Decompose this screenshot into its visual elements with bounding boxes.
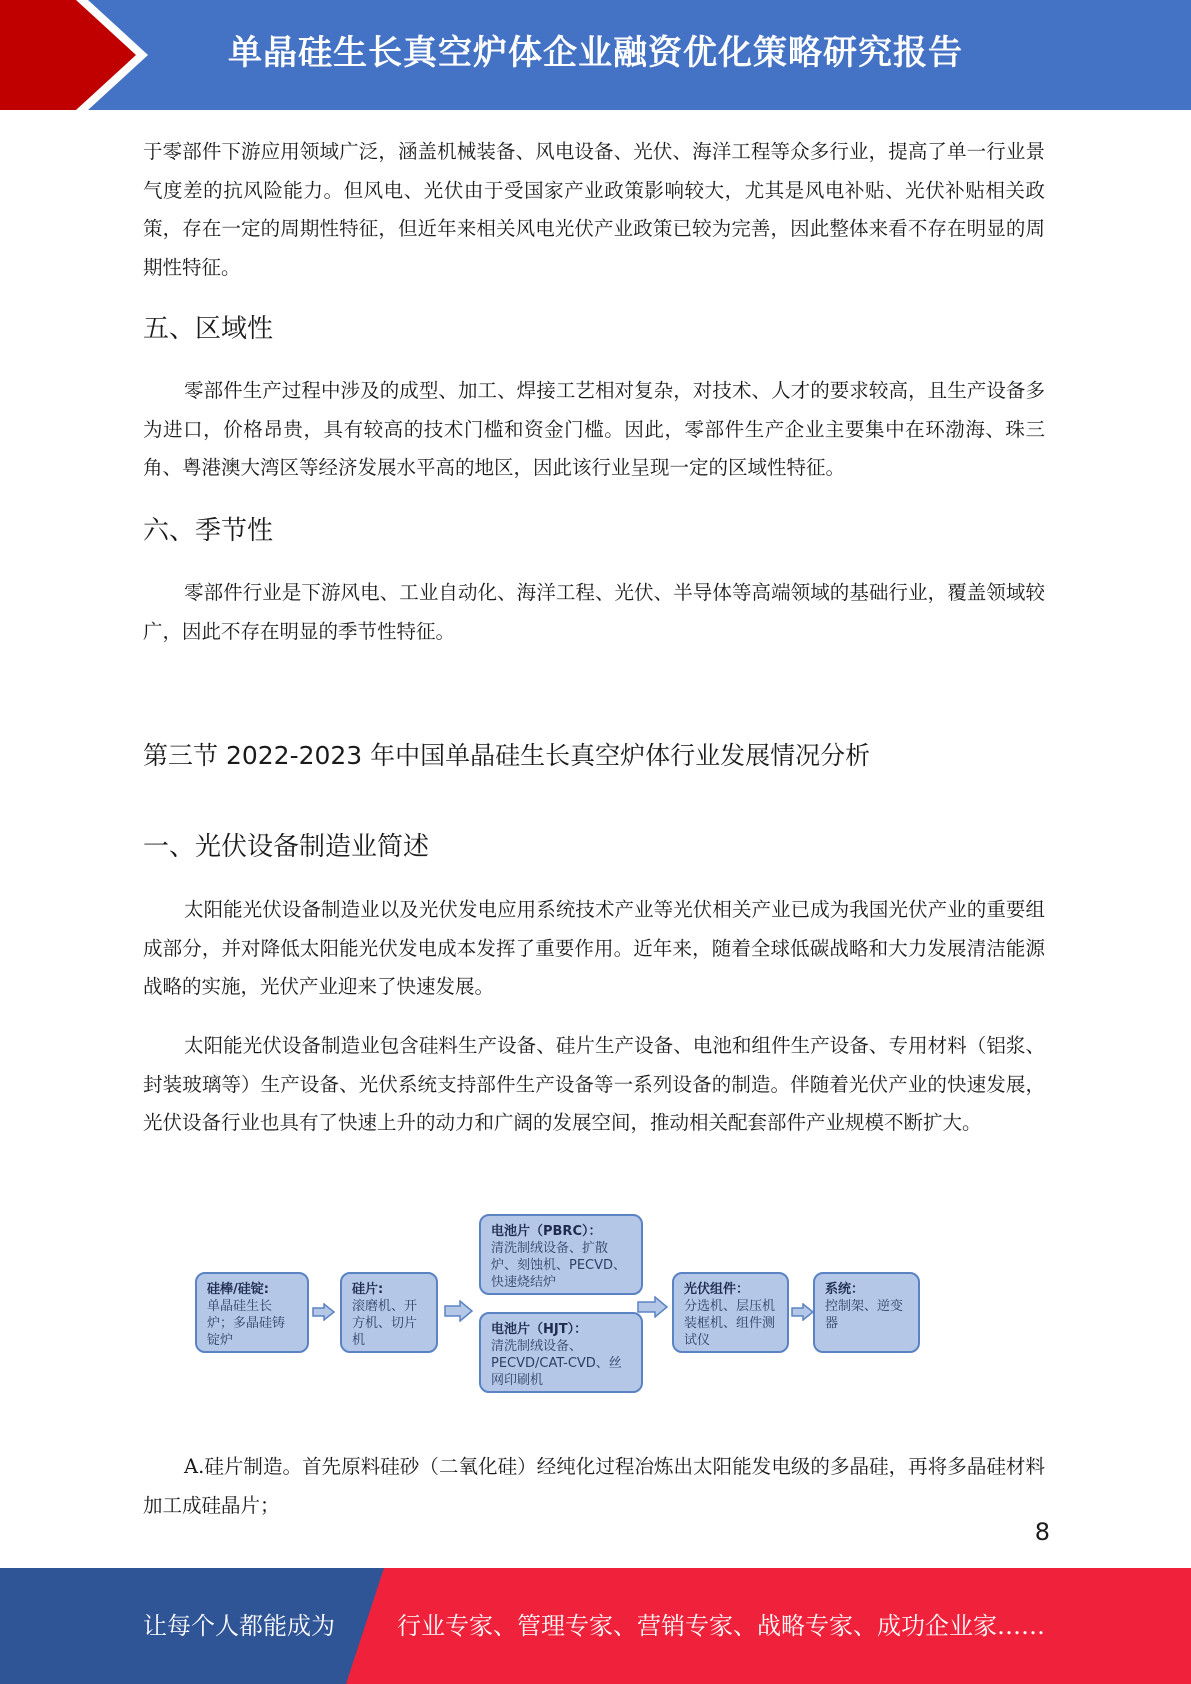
footer-banner [0, 1568, 1191, 1684]
flow-arrow-icon [637, 1296, 669, 1318]
section6-heading: 六、季节性 [143, 516, 274, 546]
sub1-paragraph1: 太阳能光伏设备制造业以及光伏发电应用系统技术产业等光伏相关产业已成为我国光伏产业的重要组成部分，并对降低太阳能光伏发电成本发挥了重要作用。近年来，随着全球低碳战略和大力发展清洁能源战略的实施，光伏产业迎来了快速发展。 [143, 898, 1045, 998]
flow-box-title: 系统： [825, 1282, 865, 1297]
report-title: 单晶硅生长真空炉体企业融资优化策略研究报告 [228, 33, 963, 73]
flow-box-body: 清洗制绒设备、扩散炉、刻蚀机、PECVD、快速烧结炉 [491, 1241, 627, 1290]
sub1-heading: 一、光伏设备制造业简述 [143, 832, 430, 862]
header-red-chevron [0, 0, 150, 110]
flow-box-title: 电池片（PBRC）： [491, 1224, 602, 1239]
flow-arrow-icon [791, 1303, 815, 1321]
section5-heading: 五、区域性 [143, 314, 274, 344]
flow-box-ingot [195, 1272, 309, 1353]
flow-arrow-icon [444, 1300, 474, 1322]
flow-box-title: 硅棒/硅锭: [207, 1282, 269, 1297]
footer-slogan-left: 让每个人都能成为 [143, 1612, 335, 1640]
flow-box-wafer [340, 1272, 438, 1353]
section6-paragraph: 零部件行业是下游风电、工业自动化、海洋工程、光伏、半导体等高端领域的基础行业，覆盖领域较广，因此不存在明显的季节性特征。 [143, 581, 1045, 643]
footer-slogan-right: 行业专家、管理专家、营销专家、战略专家、成功企业家…… [397, 1612, 1045, 1640]
sub1-paragraph2: 太阳能光伏设备制造业包含硅料生产设备、硅片生产设备、电池和组件生产设备、专用材料（铝浆、封装玻璃等）生产设备、光伏系统支持部件生产设备等一系列设备的制造。伴随着光伏产业的快速发展，光伏设备行业也具有了快速上升的动力和广阔的发展空间，推动相关配套部件产业规模不断扩大。 [143, 1034, 1045, 1134]
flow-box-body: 滚磨机、开方机、切片机 [352, 1299, 418, 1348]
flow-box-system [813, 1272, 920, 1353]
header-banner [0, 0, 1191, 110]
flow-box-body: 控制架、逆变器 [825, 1299, 904, 1331]
flow-box-module [672, 1272, 789, 1353]
flow-box-pbrc [479, 1214, 643, 1295]
flow-box-body: 分选机、层压机装框机、组件测试仪 [684, 1299, 776, 1348]
flow-box-title: 电池片（HJT）： [491, 1322, 588, 1337]
last-paragraph: A.硅片制造。首先原料硅砂（二氧化硅）经纯化过程冶炼出太阳能发电级的多晶硅，再将多晶硅材料加工成硅晶片； [143, 1455, 1045, 1517]
page-number: 8 [1034, 1518, 1050, 1546]
flow-box-hjt [479, 1312, 643, 1393]
flow-arrow-icon [312, 1303, 336, 1321]
flow-box-body: 单晶硅生长炉；多晶硅铸锭炉 [207, 1299, 286, 1348]
chapter-heading: 第三节 2022-2023 年中国单晶硅生长真空炉体行业发展情况分析 [143, 741, 871, 770]
flow-box-title: 硅片: [352, 1282, 384, 1297]
flow-box-title: 光伏组件： [684, 1282, 750, 1297]
section5-paragraph: 零部件生产过程中涉及的成型、加工、焊接工艺相对复杂，对技术、人才的要求较高，且生产设备多为进口，价格昂贵，具有较高的技术门槛和资金门槛。因此，零部件生产企业主要集中在环渤海、珠三角、粤港澳大湾区等经济发展水平高的地区，因此该行业呈现一定的区域性特征。 [143, 379, 1045, 479]
intro-paragraph: 于零部件下游应用领域广泛，涵盖机械装备、风电设备、光伏、海洋工程等众多行业，提高了单一行业景气度差的抗风险能力。但风电、光伏由于受国家产业政策影响较大，尤其是风电补贴、光伏补贴相关政策，存在一定的周期性特征，但近年来相关风电光伏产业政策已较为完善，因此整体来看不存在明显的周期性特征。 [143, 140, 1045, 279]
flow-box-body: 清洗制绒设备、PECVD/CAT-CVD、丝网印刷机 [491, 1339, 622, 1388]
